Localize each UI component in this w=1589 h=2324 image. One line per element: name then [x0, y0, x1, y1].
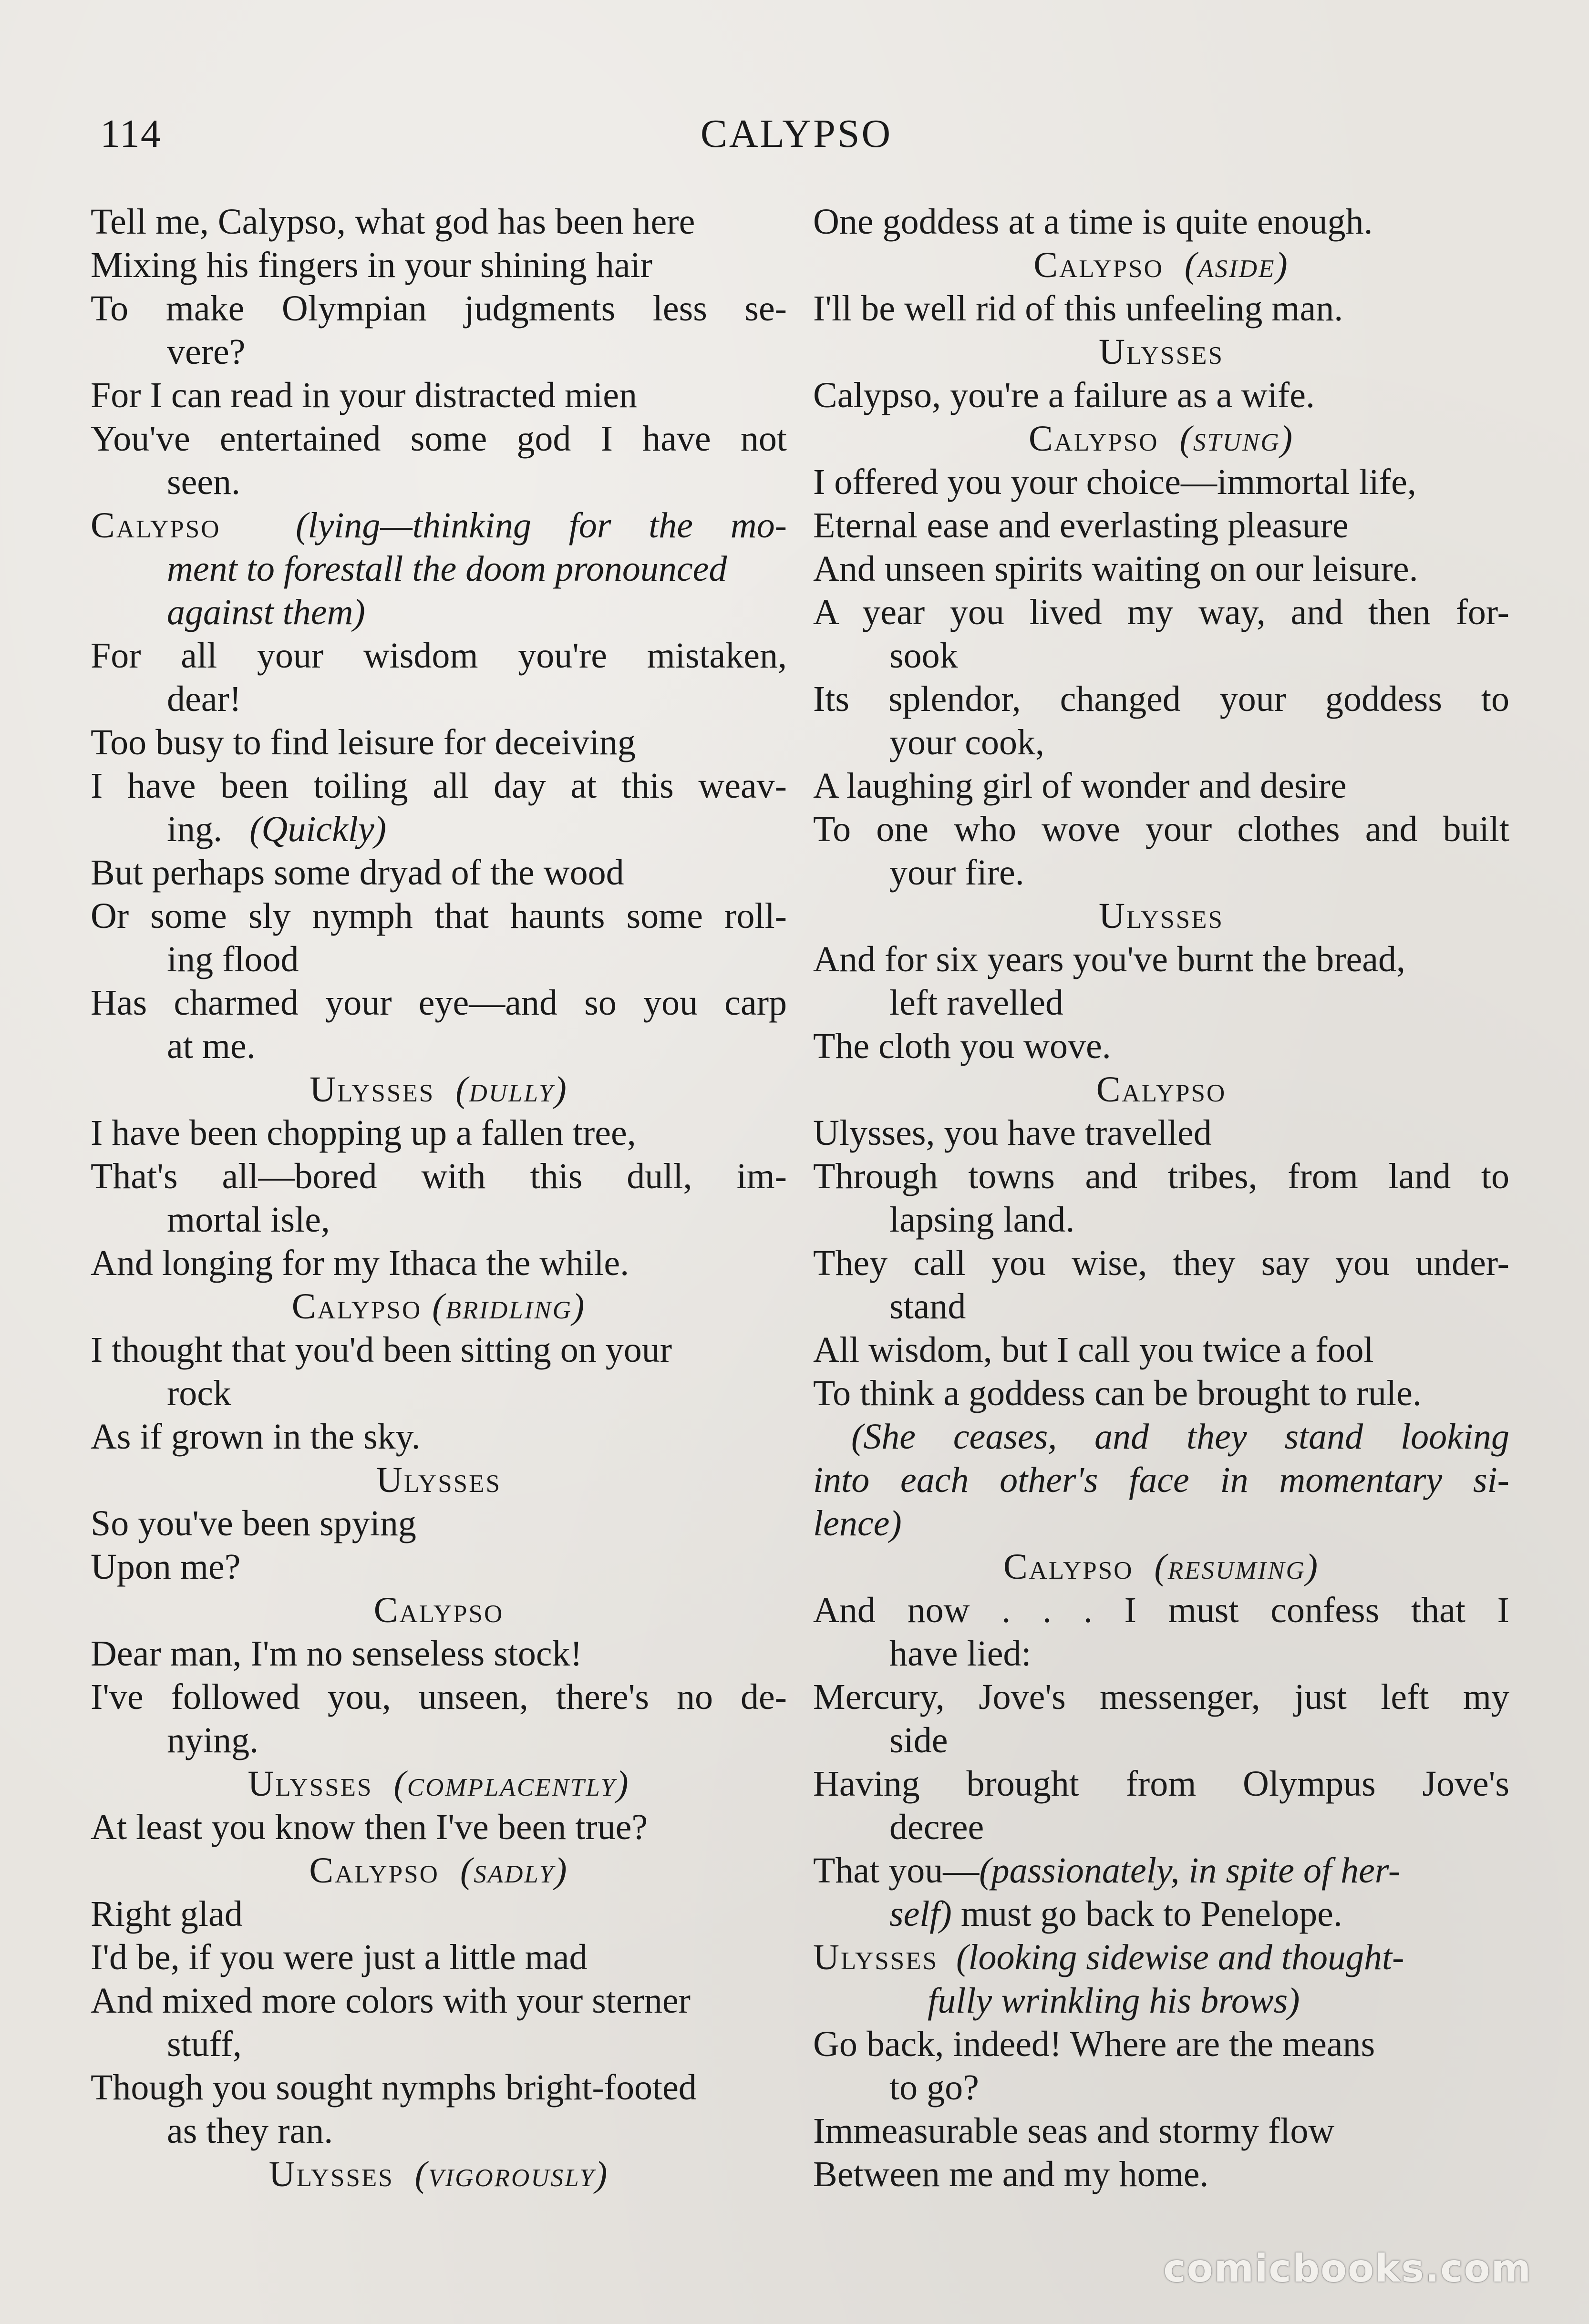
- stage-direction-line: fully wrinkling his brows): [928, 1981, 1300, 2021]
- verse-line: Immeasurable seas and stormy flow: [813, 2111, 1335, 2151]
- stage-direction: (aside): [1184, 245, 1289, 285]
- verse-line: And unseen spirits waiting on our leisure.: [813, 549, 1418, 589]
- verse-line: So you've been spying: [91, 1503, 416, 1543]
- verse-line: Or some sly nymph that haunts some roll-: [91, 896, 787, 936]
- speaker-name: Calypso: [1003, 1547, 1134, 1587]
- verse-line: Calypso, you're a failure as a wife.: [813, 375, 1315, 415]
- stage-direction: (looking sidewise and thought-: [956, 1937, 1404, 1977]
- verse-line: Upon me?: [91, 1547, 241, 1587]
- verse-line-continuation: side: [889, 1720, 948, 1760]
- stage-direction: (sadly): [460, 1851, 568, 1891]
- watermark: comicbooks.com: [1163, 2246, 1532, 2291]
- stage-direction-line: (She ceases, and they stand looking: [851, 1417, 1509, 1457]
- speaker-heading: Ulysses: [1098, 896, 1224, 936]
- verse-line-continuation: have lied:: [889, 1634, 1032, 1674]
- verse-line: Eternal ease and everlasting pleasure: [813, 505, 1349, 545]
- verse-line-continuation: mortal isle,: [167, 1200, 330, 1240]
- page-number: 114: [100, 112, 162, 156]
- verse-line: Too busy to find leisure for deceiving: [91, 722, 636, 762]
- verse-line-continuation: lapsing land.: [889, 1200, 1075, 1240]
- verse-line-continuation: to go?: [889, 2067, 979, 2108]
- verse-line: I have been toiling all day at this weav-: [91, 766, 787, 806]
- verse-line: To think a goddess can be brought to rule.: [813, 1373, 1422, 1413]
- stage-direction-line: against them): [167, 592, 365, 632]
- speaker-heading: Ulysses: [1098, 332, 1224, 372]
- verse-line: Mercury, Jove's messenger, just left my: [813, 1677, 1509, 1717]
- speaker-name: Ulysses: [813, 1937, 939, 1977]
- speaker-name: Ulysses: [268, 2154, 394, 2194]
- verse-line: As if grown in the sky.: [91, 1417, 421, 1457]
- verse-line: For all your wisdom you're mistaken,: [91, 636, 787, 676]
- verse-line-continuation: rock: [167, 1373, 232, 1413]
- verse-line-continuation: vere?: [167, 332, 246, 372]
- stage-direction: (resuming): [1154, 1547, 1320, 1587]
- speaker-name: Ulysses: [248, 1764, 373, 1804]
- verse-line: I offered you your choice—immortal life,: [813, 462, 1416, 502]
- verse-line: I've followed you, unseen, there's no de-: [91, 1677, 787, 1717]
- speaker-name: Calypso: [1028, 419, 1159, 459]
- verse-fragment: must go back to Penelope.: [960, 1894, 1342, 1934]
- speaker-heading: Ulysses: [376, 1460, 502, 1500]
- stage-direction: (complacently): [393, 1764, 630, 1804]
- verse-line: Through towns and tribes, from land to: [813, 1156, 1509, 1196]
- verse-line-continuation: stand: [889, 1286, 966, 1327]
- verse-line-continuation: your cook,: [889, 722, 1045, 762]
- verse-line: I'll be well rid of this unfeeling man.: [813, 288, 1343, 329]
- verse-line: And for six years you've burnt the bread,: [813, 939, 1406, 979]
- verse-line: They call you wise, they say you under-: [813, 1243, 1509, 1283]
- speaker-heading: [91, 1762, 787, 1806]
- speaker-with-direction: [813, 1936, 1509, 1979]
- verse-line-continuation: seen.: [167, 462, 241, 502]
- verse-line-continuation: ing flood: [167, 939, 299, 979]
- verse-line: Tell me, Calypso, what god has been here: [91, 202, 695, 242]
- verse-line: And now . . . I must confess that I: [813, 1590, 1509, 1630]
- verse-line-continuation: [813, 1892, 1509, 1936]
- verse-line-continuation: stuff,: [167, 2024, 242, 2064]
- verse-line: For I can read in your distracted mien: [91, 375, 637, 415]
- speaker-heading: Calypso: [1096, 1069, 1227, 1110]
- verse-line: I thought that you'd been sitting on your: [91, 1330, 672, 1370]
- verse-line: To one who wove your clothes and built: [813, 809, 1509, 849]
- stage-direction: (vigorously): [414, 2154, 609, 2194]
- verse-line: To make Olympian judgments less se-: [91, 288, 787, 329]
- verse-line: You've entertained some god I have not: [91, 419, 787, 459]
- verse-line: Right glad: [91, 1894, 243, 1934]
- verse-line: Has charmed your eye—and so you carp: [91, 983, 787, 1023]
- verse-line: At least you know then I've been true?: [91, 1807, 648, 1847]
- stage-direction: (stung): [1179, 419, 1294, 459]
- stage-direction: (passionately, in spite of her-: [979, 1851, 1401, 1891]
- speaker-heading: Calypso: [373, 1590, 504, 1630]
- speaker-heading: [91, 1849, 787, 1892]
- speaker-name: Calypso: [91, 505, 221, 545]
- stage-direction: (dully): [455, 1069, 568, 1110]
- speaker-heading: [91, 2153, 787, 2196]
- verse-line: And mixed more colors with your sterner: [91, 1981, 691, 2021]
- speaker-heading: [91, 1285, 787, 1328]
- speaker-heading: [813, 244, 1509, 287]
- verse-line: Between me and my home.: [813, 2154, 1209, 2194]
- speaker-name: Ulysses: [310, 1069, 435, 1110]
- verse-line-continuation: nying.: [167, 1720, 259, 1760]
- verse-line: Ulysses, you have travelled: [813, 1113, 1212, 1153]
- stage-direction-line: lence): [813, 1503, 902, 1543]
- stage-direction: (Quickly): [249, 809, 387, 849]
- verse-line: One goddess at a time is quite enough.: [813, 202, 1373, 242]
- verse-line: [813, 1849, 1509, 1892]
- speaker-name: Calypso: [309, 1851, 439, 1891]
- right-column: [813, 200, 1509, 2196]
- verse-line-continuation: decree: [889, 1807, 984, 1847]
- verse-fragment: ing.: [167, 809, 223, 849]
- verse-line: Having brought from Olympus Jove's: [813, 1764, 1509, 1804]
- stage-direction: (bridling): [432, 1286, 586, 1327]
- verse-line: I have been chopping up a fallen tree,: [91, 1113, 636, 1153]
- speaker-with-direction: [91, 504, 787, 547]
- verse-line: A laughing girl of wonder and desire: [813, 766, 1347, 806]
- verse-line-continuation: at me.: [167, 1026, 256, 1066]
- verse-line: The cloth you wove.: [813, 1026, 1111, 1066]
- left-column: [91, 200, 787, 2196]
- verse-line-continuation: [91, 808, 787, 851]
- verse-line: Its splendor, changed your goddess to: [813, 679, 1509, 719]
- running-title: CALYPSO: [700, 112, 893, 156]
- verse-line: That's all—bored with this dull, im-: [91, 1156, 787, 1196]
- verse-line-continuation: dear!: [167, 679, 242, 719]
- verse-line: Dear man, I'm no senseless stock!: [91, 1634, 582, 1674]
- speaker-heading: [813, 417, 1509, 461]
- verse-line-continuation: your fire.: [889, 853, 1024, 893]
- verse-line: But perhaps some dryad of the wood: [91, 853, 624, 893]
- verse-line: I'd be, if you were just a little mad: [91, 1937, 588, 1977]
- verse-line-continuation: as they ran.: [167, 2111, 333, 2151]
- verse-line: Though you sought nymphs bright-footed: [91, 2067, 697, 2108]
- stage-direction-line: ment to forestall the doom pronounced: [167, 549, 727, 589]
- verse-fragment: That you—: [813, 1851, 980, 1891]
- speaker-heading: [91, 1068, 787, 1111]
- speaker-name: Calypso: [1033, 245, 1164, 285]
- speaker-heading: [813, 1545, 1509, 1589]
- stage-direction: self): [889, 1894, 952, 1934]
- stage-direction: (lying—thinking for the mo-: [296, 505, 787, 545]
- verse-line: Go back, indeed! Where are the means: [813, 2024, 1375, 2064]
- verse-line-continuation: left ravelled: [889, 983, 1064, 1023]
- stage-direction-line: into each other's face in momentary si-: [813, 1460, 1509, 1500]
- verse-line: Mixing his fingers in your shining hair: [91, 245, 652, 285]
- verse-line: All wisdom, but I call you twice a fool: [813, 1330, 1374, 1370]
- verse-line-continuation: sook: [889, 636, 958, 676]
- speaker-name: Calypso: [291, 1286, 422, 1327]
- verse-line: And longing for my Ithaca the while.: [91, 1243, 629, 1283]
- verse-line: A year you lived my way, and then for-: [813, 592, 1509, 632]
